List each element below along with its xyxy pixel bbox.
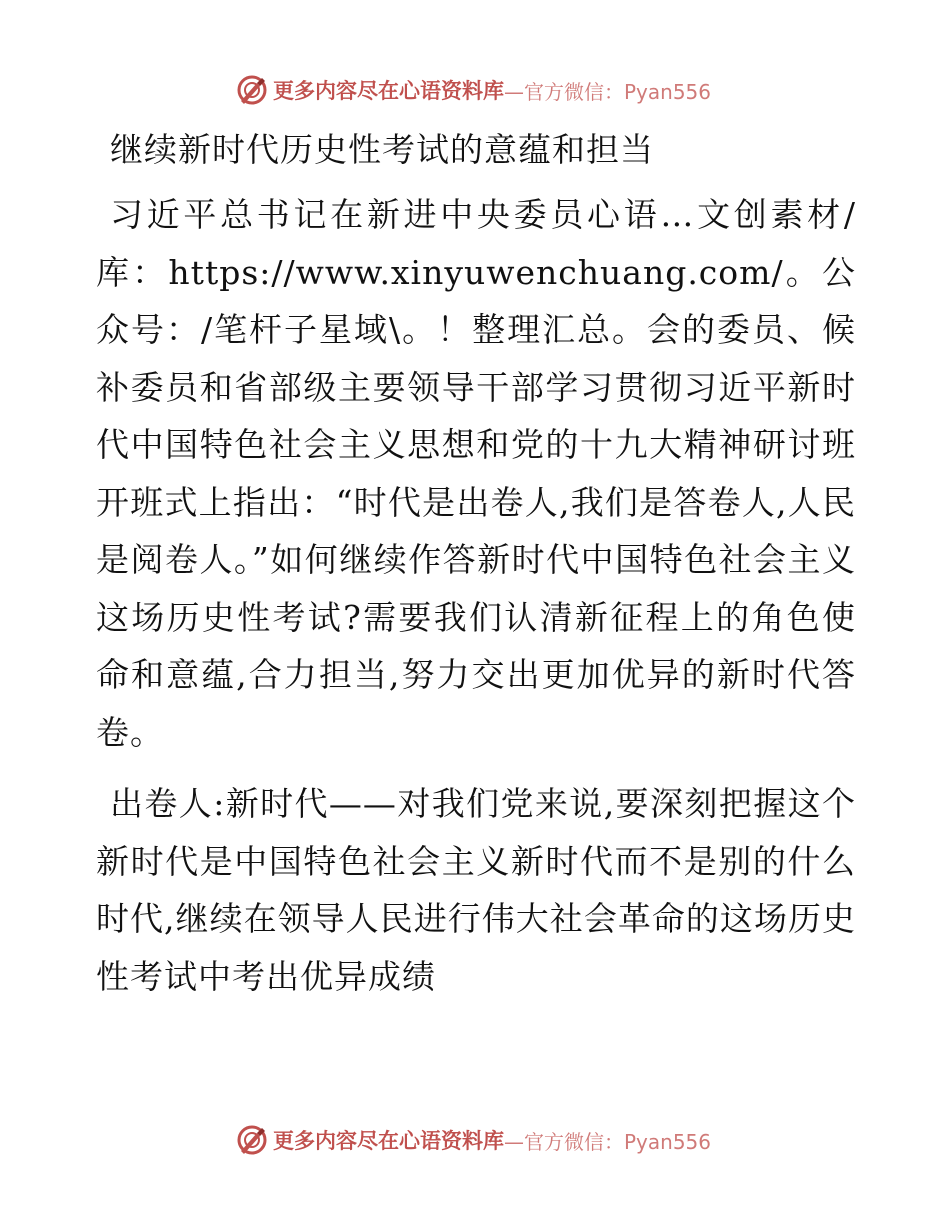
- document-body: [96, 120, 856, 1019]
- banner-wechat-text: —官方微信：Pyan556: [504, 1129, 712, 1154]
- logo-icon: [235, 1123, 269, 1157]
- banner-main-text: 更多内容尽在心语资料库: [273, 78, 504, 103]
- paragraph-2: 出卷人:新时代——对我们党来说,要深刻把握这个新时代是中国特色社会主义新时代而不是别的什么时代,继续在领导人民进行伟大社会革命的这场历史性考试中考出优异成绩: [96, 784, 856, 996]
- footer-banner: [235, 1122, 711, 1158]
- header-banner: [235, 72, 711, 108]
- banner-main-text: 更多内容尽在心语资料库: [273, 1128, 504, 1153]
- paragraph-1: 习近平总书记在新进中央委员心语…文创素材/库：https://www.xinyuwenchuang.com/。公众号：/笔杆子星域\。！整理汇总。会的委员、候补委员和省部级主要领导干部学习贯彻习近平新时代中国特色社会主义思想和党的十九大精神研讨班开班式上指出：“时代是出卷人,我们是答卷人,人民是阅卷人。”如何继续作答新时代中国特色社会主义这场历史性考试?需要我们认清新征程上的角色使命和意蕴,合力担当,努力交出更加优异的新时代答卷。: [96, 195, 856, 752]
- banner-wechat-text: —官方微信：Pyan556: [504, 79, 712, 104]
- document-title: 继续新时代历史性考试的意蕴和担当: [110, 130, 654, 169]
- logo-icon: [235, 73, 269, 107]
